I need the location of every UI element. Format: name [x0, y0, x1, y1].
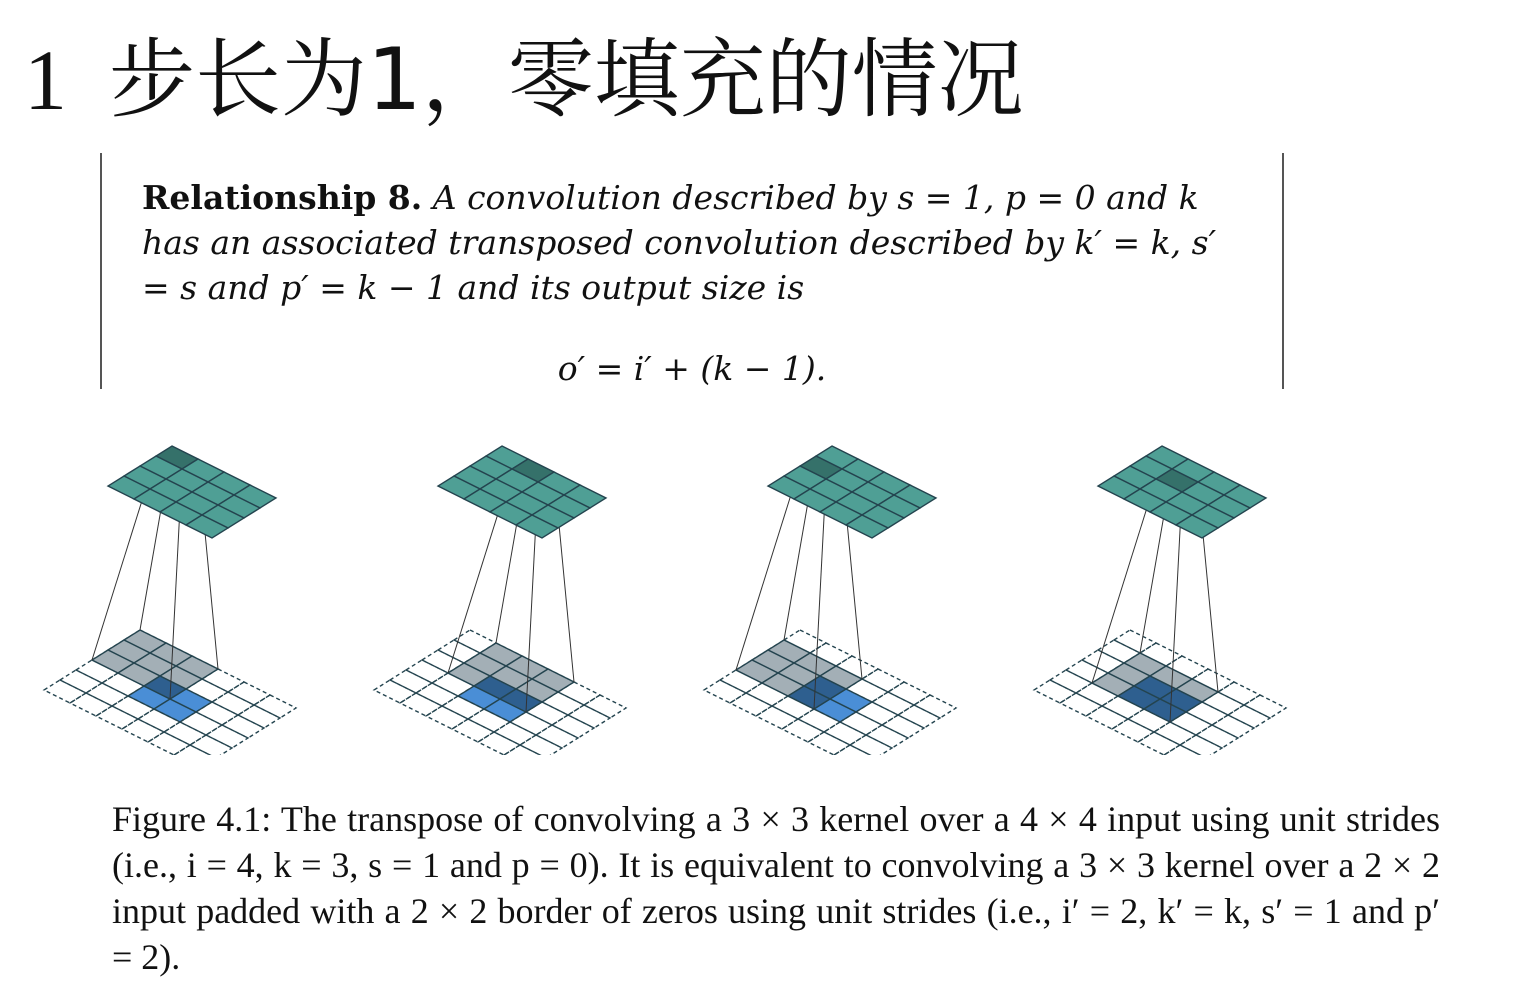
relationship-formula: o′ = i′ + (k − 1). [557, 349, 827, 388]
padding-cell [898, 705, 940, 728]
relationship-box [100, 153, 1284, 389]
padding-cell [1154, 722, 1196, 745]
padding-cell [416, 683, 458, 706]
padding-cell [862, 669, 904, 692]
padding-cell [1034, 680, 1076, 703]
padding-cell [374, 680, 416, 703]
convolution-figure [0, 410, 1522, 755]
padding-cell [1196, 725, 1238, 748]
padding-cell [1138, 732, 1180, 755]
figure-panel-1 [44, 446, 296, 755]
padding-cell [86, 683, 128, 706]
padding-cell [238, 705, 280, 728]
padding-cell [1212, 715, 1254, 738]
padding-cell [1228, 705, 1270, 728]
padding-cell [1218, 682, 1260, 705]
padding-cell [222, 715, 264, 738]
padding-cell [44, 680, 86, 703]
convolution-diagram [0, 410, 1522, 755]
padding-cell [452, 719, 494, 742]
padding-cell [1164, 745, 1206, 755]
padding-cell [568, 705, 610, 728]
section-heading [24, 30, 1024, 130]
padding-cell [834, 745, 876, 755]
padding-cell [406, 660, 448, 683]
relationship-title: Relationship 8. [142, 178, 423, 217]
padding-cell [228, 682, 270, 705]
padding-cell [882, 715, 924, 738]
padding-cell [254, 695, 296, 718]
padding-cell [872, 692, 914, 715]
padding-cell [1060, 693, 1102, 716]
padding-cell [756, 706, 798, 729]
padding-cell [584, 695, 626, 718]
padding-cell [704, 680, 746, 703]
padding-cell [888, 682, 930, 705]
figure-panel-2 [374, 446, 626, 755]
padding-cell [1244, 695, 1286, 718]
padding-cell [1112, 719, 1154, 742]
padding-cell [536, 725, 578, 748]
relationship-body: A convolution described by s = 1, p = 0 and k has an associated transposed convolution described by k′ = k, s′ = s and p′ = k − 1 and its output size is [142, 178, 1217, 307]
relationship-text [142, 175, 1247, 310]
padding-cell [808, 732, 850, 755]
section-number: 1 [24, 32, 67, 128]
padding-cell [70, 693, 112, 716]
padding-cell [914, 695, 956, 718]
padding-cell [400, 693, 442, 716]
padding-cell [164, 722, 206, 745]
padding-cell [478, 732, 520, 755]
padding-cell [96, 706, 138, 729]
padding-cell [782, 719, 824, 742]
padding-cell [494, 722, 536, 745]
padding-cell [1086, 706, 1128, 729]
section-title: 步长为1，零填充的情况 [109, 30, 1024, 130]
padding-cell [174, 745, 216, 755]
padding-cell [148, 732, 190, 755]
padding-cell [1050, 670, 1092, 693]
padding-cell [552, 715, 594, 738]
padding-cell [504, 745, 546, 755]
padding-cell [824, 722, 866, 745]
padding-cell [1114, 630, 1156, 653]
padding-cell [206, 725, 248, 748]
padding-cell [730, 693, 772, 716]
padding-cell [212, 692, 254, 715]
figure-panel-3 [704, 446, 956, 755]
padding-cell [60, 670, 102, 693]
padding-cell [122, 719, 164, 742]
padding-cell [390, 670, 432, 693]
padding-cell [426, 706, 468, 729]
padding-cell [866, 725, 908, 748]
figure-panel-4 [1034, 446, 1286, 755]
figure-caption: Figure 4.1: The transpose of convolving a 3 × 3 kernel over a 4 × 4 input using unit strides (i.e., i = 4, k = 3, s = 1 and p = 0). It is equivalent to convolving a 3 × 3 kernel over a 2 × 2 input padded with a 2 × 2 border of zeros using unit strides (i.e., i′ = 2, k′ = k, s′ = 1 and p′ = 2). [112, 799, 1440, 977]
